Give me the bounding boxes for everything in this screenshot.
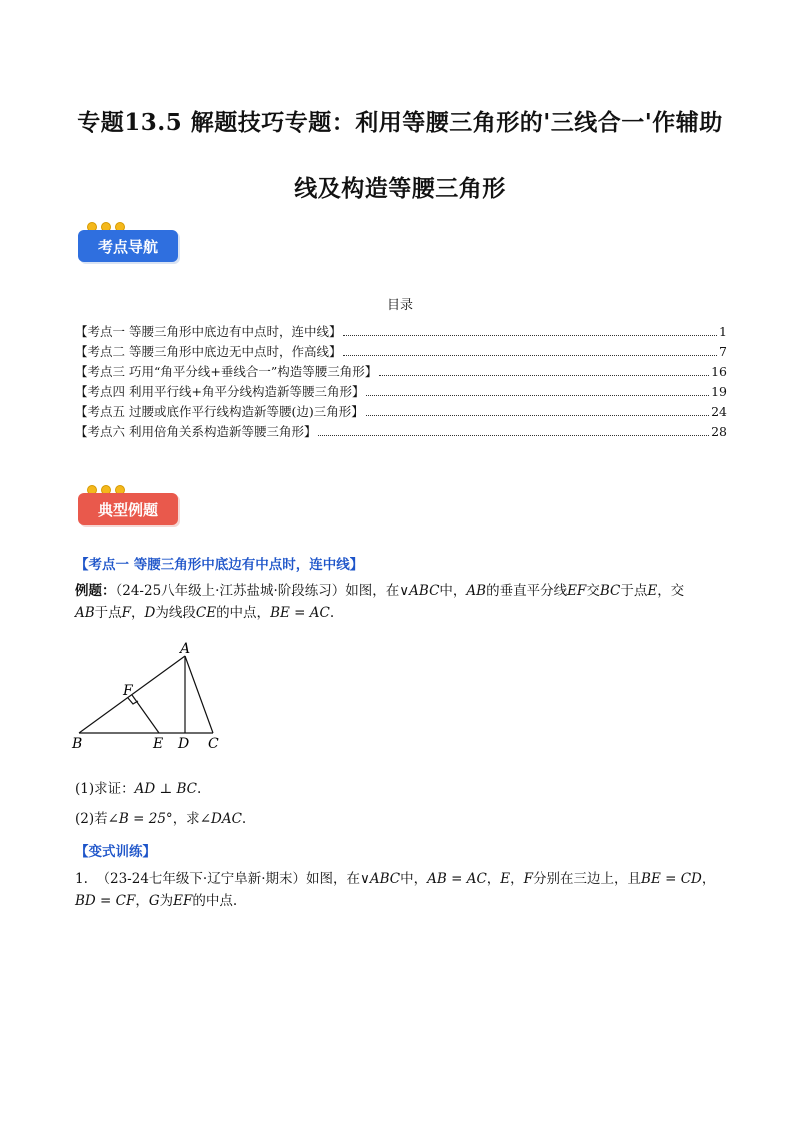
- toc-leader: [343, 355, 717, 356]
- math: ∠B = 25°: [107, 811, 173, 827]
- toc-item-page: 28: [711, 424, 727, 439]
- toc-item-page: 24: [711, 404, 727, 419]
- text: 如图，在: [345, 583, 400, 599]
- math: ∠DAC: [199, 811, 242, 827]
- text: ，求: [172, 811, 200, 827]
- text: ，交: [657, 583, 685, 599]
- label-c: C: [208, 736, 219, 752]
- toc-leader: [318, 435, 709, 436]
- label-b: B: [72, 736, 83, 752]
- toc-leader: [343, 335, 717, 336]
- math: ∨ABC: [360, 871, 401, 887]
- math: AB = AC: [427, 871, 487, 887]
- math: BC: [599, 583, 621, 599]
- text: (1)求证：: [75, 781, 135, 797]
- math: F: [121, 605, 132, 621]
- toc-item[interactable]: [75, 362, 727, 382]
- text: .: [196, 781, 202, 797]
- toc-item-page: 1: [719, 324, 727, 339]
- document-title-line1: 专题13.5 解题技巧专题：利用等腰三角形的'三线合一'作辅助: [77, 109, 723, 136]
- variant-heading: 【变式训练】: [75, 844, 156, 860]
- text: ，: [135, 893, 149, 909]
- example-text: [75, 580, 727, 624]
- text: 的垂直平分线: [486, 583, 568, 599]
- text: 中，: [439, 583, 467, 599]
- example-label: 例题：: [75, 583, 116, 599]
- toc-item[interactable]: [75, 322, 727, 342]
- math: E: [500, 871, 511, 887]
- toc-item-label: 【考点三 巧用“角平分线+垂线合一”构造等腰三角形】: [75, 364, 378, 379]
- math: AB: [466, 583, 487, 599]
- section-heading: 【考点一 等腰三角形中底边有中点时，连中线】: [75, 557, 364, 573]
- math: BE = AC: [270, 605, 330, 621]
- text: 为线段: [155, 605, 196, 621]
- math: E: [647, 583, 658, 599]
- text: 分别在三边上，且: [533, 871, 642, 887]
- text: (2)若: [75, 811, 108, 827]
- math: F: [523, 871, 534, 887]
- toc-item[interactable]: [75, 342, 727, 362]
- text: 交: [586, 583, 600, 599]
- toc-item[interactable]: [75, 422, 727, 442]
- text: 1.: [75, 871, 88, 887]
- label-e: E: [153, 736, 164, 752]
- math: EF: [173, 893, 193, 909]
- toc-item-label: 【考点一 等腰三角形中底边有中点时，连中线】: [75, 324, 342, 339]
- text: 中，: [400, 871, 428, 887]
- triangle-figure: [70, 640, 240, 755]
- table-of-contents: [75, 322, 727, 442]
- examples-badge: 典型例题: [78, 493, 178, 525]
- text: 如图，在: [306, 871, 360, 887]
- segment-ac: [185, 656, 213, 733]
- text: .: [329, 605, 335, 621]
- toc-leader: [379, 375, 709, 376]
- text: 的中点，: [216, 605, 271, 621]
- math: CE: [195, 605, 217, 621]
- text: 为: [159, 893, 174, 909]
- math: EF: [567, 583, 587, 599]
- toc-item-page: 16: [711, 364, 727, 379]
- toc-item-label: 【考点六 利用倍角关系构造新等腰三角形】: [75, 424, 317, 439]
- toc-item-label: 【考点二 等腰三角形中底边无中点时，作高线】: [75, 344, 342, 359]
- math: AB: [75, 605, 95, 621]
- label-d: D: [178, 736, 190, 752]
- question-1: [75, 778, 727, 800]
- toc-item-label: 【考点四 利用平行线+角平分线构造新等腰三角形】: [75, 384, 365, 399]
- label-a: A: [180, 641, 191, 657]
- math: AD ⊥ BC: [134, 781, 197, 797]
- segment-ef: [132, 695, 159, 733]
- text: （23-24七年级下·辽宁阜新·期末）: [96, 871, 306, 887]
- text: 的中点.: [192, 893, 238, 909]
- variant-1-text: [75, 868, 727, 912]
- text: 于点: [94, 605, 122, 621]
- toc-item-label: 【考点五 过腰或底作平行线构造新等腰(边)三角形】: [75, 404, 364, 419]
- label-f: F: [123, 683, 133, 699]
- math: BD = CF: [75, 893, 136, 909]
- toc-item-page: 19: [711, 384, 727, 399]
- text: ，: [486, 871, 501, 887]
- toc-leader: [366, 395, 709, 396]
- question-2: [75, 808, 727, 830]
- text: ，: [701, 871, 716, 887]
- math: G: [148, 893, 160, 909]
- text: ，: [131, 605, 145, 621]
- text: ，: [510, 871, 524, 887]
- toc-leader: [366, 415, 709, 416]
- toc-heading: 目录: [386, 298, 413, 313]
- nav-badge: 考点导航: [78, 230, 178, 262]
- toc-item-page: 7: [719, 344, 727, 359]
- math: ∨ABC: [399, 583, 440, 599]
- math: BE = CD: [641, 871, 702, 887]
- document-title-line2: 线及构造等腰三角形: [294, 175, 506, 202]
- example-source: （24-25八年级上·江苏盐城·阶段练习）: [115, 583, 346, 599]
- toc-item[interactable]: [75, 402, 727, 422]
- text: 于点: [620, 583, 648, 599]
- math: D: [144, 605, 156, 621]
- text: .: [241, 811, 247, 827]
- toc-item[interactable]: [75, 382, 727, 402]
